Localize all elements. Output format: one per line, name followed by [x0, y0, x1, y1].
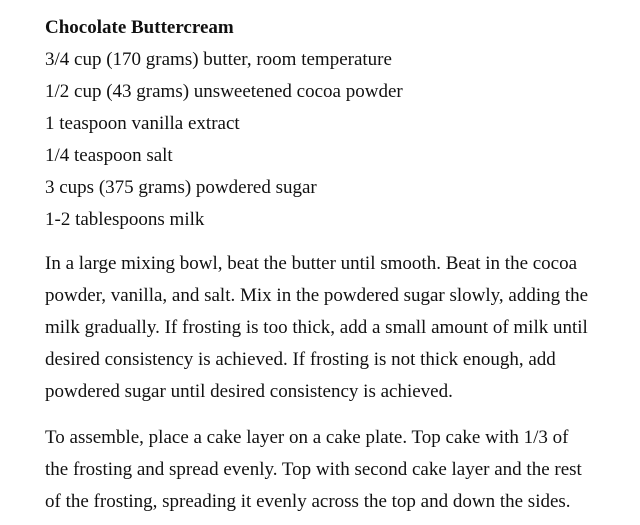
- recipe-document: [45, 12, 640, 518]
- ingredient-item: 1-2 tablespoons milk: [45, 209, 205, 230]
- paragraph-line: the frosting and spread evenly. Top with second cake layer and the rest: [45, 459, 582, 480]
- instructions-paragraph-mixing: [45, 248, 640, 408]
- ingredient-item: 1/2 cup (43 grams) unsweetened cocoa powder: [45, 81, 403, 102]
- ingredient-item: 1/4 teaspoon salt: [45, 145, 173, 166]
- paragraph-line: powdered sugar until desired consistency is achieved.: [45, 381, 453, 402]
- ingredient-item: 1 teaspoon vanilla extract: [45, 113, 240, 134]
- recipe-title: Chocolate Buttercream: [45, 17, 234, 38]
- paragraph-line: powder, vanilla, and salt. Mix in the powdered sugar slowly, adding the: [45, 285, 589, 306]
- paragraph-line: milk gradually. If frosting is too thick, add a small amount of milk until: [45, 317, 588, 338]
- paragraph-line: desired consistency is achieved. If frosting is not thick enough, add: [45, 349, 556, 370]
- ingredient-item: 3 cups (375 grams) powdered sugar: [45, 177, 317, 198]
- paragraph-line: To assemble, place a cake layer on a cake plate. Top cake with 1/3 of: [45, 427, 569, 448]
- instructions-paragraph-assembly: [45, 422, 640, 518]
- paragraph-line: In a large mixing bowl, beat the butter until smooth. Beat in the cocoa: [45, 253, 578, 274]
- paragraph-line: of the frosting, spreading it evenly across the top and down the sides.: [45, 491, 571, 512]
- ingredient-list: [45, 44, 640, 236]
- ingredient-item: 3/4 cup (170 grams) butter, room temperature: [45, 49, 392, 70]
